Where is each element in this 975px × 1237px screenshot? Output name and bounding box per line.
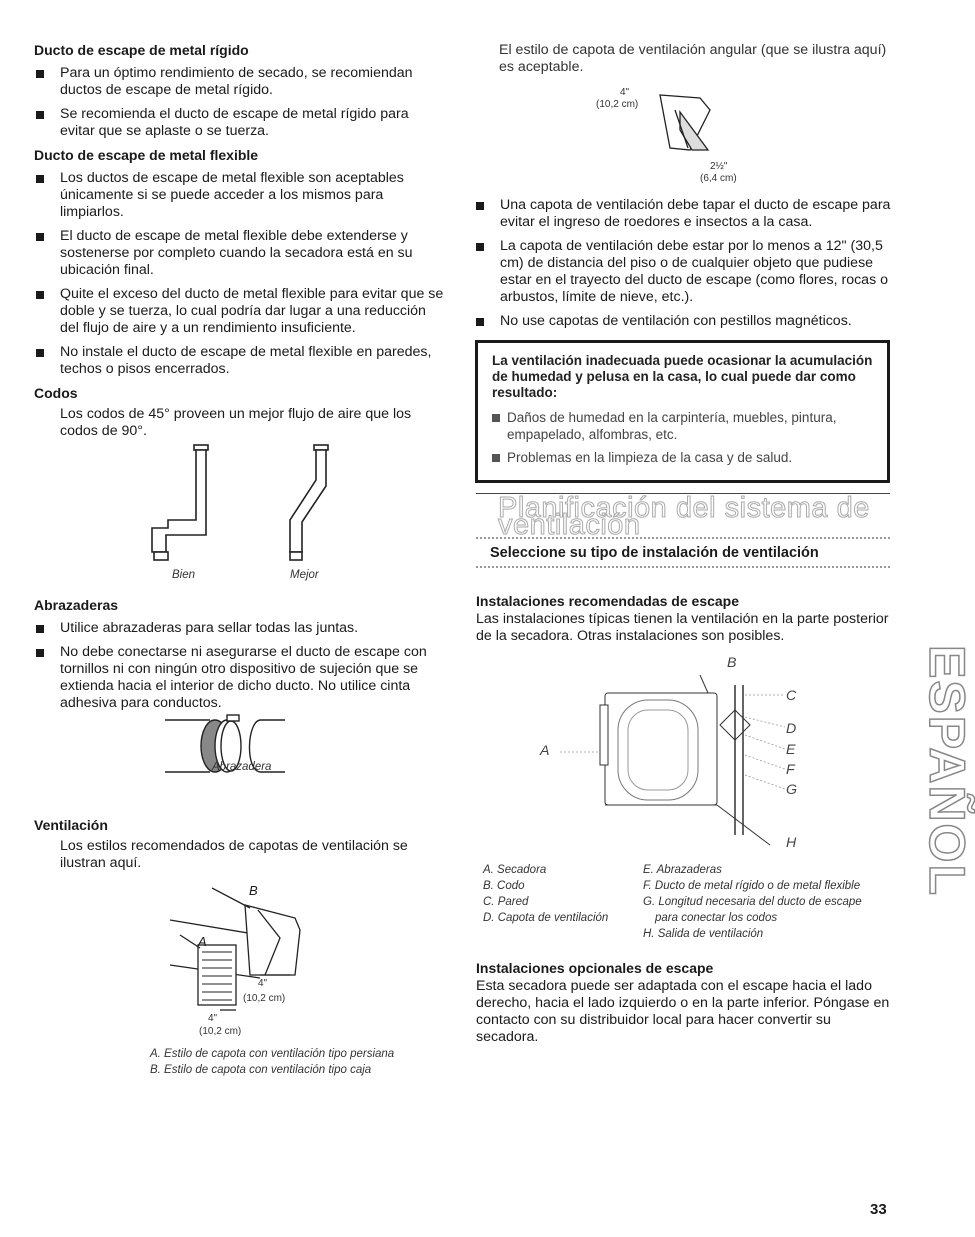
rigid-heading: Ducto de escape de metal rígido [34, 42, 249, 58]
list-item: Se recomienda el ducto de escape de metal rígido para evitar que se aplaste o se tuerza. [34, 106, 446, 140]
diagram-label-h: H [786, 835, 797, 851]
legend-item: para conectar los codos [655, 912, 778, 924]
legend-item: C. Pared [483, 896, 529, 908]
diagram-legend [483, 862, 903, 942]
installation-diagram [540, 655, 810, 855]
list-item: La capota de ventilación debe estar por lo menos a 12" (30,5 cm) de distancia del piso o de cualquier objeto que pudiese estar en el trayecto del ducto de escape (como flores, rocas o arbustos, límite de nieve, etc.). [474, 238, 892, 306]
vent-dim-b: 4" [258, 978, 268, 989]
elbows-text: Los codos de 45° proveen un mejor flujo de aire que los codos de 90°. [60, 406, 412, 439]
recommended-section [476, 593, 891, 645]
diagram-label-g: G [786, 782, 798, 798]
subsection-rule [476, 566, 890, 568]
legend-item: G. Longitud necesaria del ducto de escape [643, 896, 862, 908]
recommended-text: Las instalaciones típicas tienen la ventilación en la parte posterior de la secadora. Otras instalaciones son posibles. [476, 611, 889, 644]
list-item: Quite el exceso del ducto de metal flexible para evitar que se doble y se tuerza, lo cual podría dar lugar a una reducción del flujo de aire y a un rendimiento insuficiente. [34, 286, 446, 337]
list-item: Utilice abrazaderas para sellar todas las juntas. [34, 620, 446, 637]
legend-item: F. Ducto de metal rígido o de metal flexible [643, 880, 861, 892]
vent-label-a: A [198, 934, 207, 949]
list-item: No use capotas de ventilación con pestillos magnéticos. [474, 313, 892, 330]
diagram-label-d: D [786, 721, 797, 737]
vent-dim-a: 4" [208, 1013, 218, 1024]
angled-dim-top: 4" [620, 87, 630, 98]
list-item: Una capota de ventilación debe tapar el ducto de escape para evitar el ingreso de roedores e insectos a la casa. [474, 197, 892, 231]
vent-section [34, 817, 446, 872]
diagram-label-e: E [786, 742, 796, 758]
list-item: Los ductos de escape de metal flexible son aceptables únicamente si se puede acceder a los mismos para limpiarlos. [34, 170, 446, 221]
section-title-rule [476, 537, 890, 539]
legend-item: B. Codo [483, 880, 525, 892]
warning-list [492, 409, 873, 466]
warning-heading: La ventilación inadecuada puede ocasionar la acumulación de humedad y pelusa en la casa, lo cual puede dar como resultado: [492, 353, 873, 400]
clamp-caption: Abrazadera [212, 761, 272, 773]
list-item: Daños de humedad en la carpintería, muebles, pintura, empapelado, alfombras, etc. [492, 409, 873, 443]
section-title: Planificación del sistema de ventilación [498, 492, 870, 541]
vent-dim-a-cm: (10,2 cm) [199, 1026, 242, 1037]
elbow-good-label: Bien [172, 569, 196, 581]
recommended-heading: Instalaciones recomendadas de escape [476, 593, 740, 609]
subsection-title: Seleccione su tipo de instalación de ventilación [490, 545, 819, 561]
page-number: 33 [870, 1201, 887, 1218]
diagram-label-b: B [727, 655, 737, 671]
legend-item: H. Salida de ventilación [643, 928, 764, 940]
list-item: Para un óptimo rendimiento de secado, se recomiendan ductos de escape de metal rígido. [34, 65, 446, 99]
list-item: El ducto de escape de metal flexible debe extenderse y sostenerse por completo cuando la secadora está en su ubicación final. [34, 228, 446, 279]
left-column [34, 42, 446, 440]
legend-item: D. Capota de ventilación [483, 912, 609, 924]
list-item: No instale el ducto de escape de metal flexible en paredes, techos o pisos encerrados. [34, 344, 446, 378]
angled-dim-bottom-cm: (6,4 cm) [700, 173, 737, 184]
elbow-better-label: Mejor [290, 569, 319, 581]
warning-box [475, 340, 890, 483]
optional-heading: Instalaciones opcionales de escape [476, 960, 714, 976]
legend-item: E. Abrazaderas [643, 864, 722, 876]
flexible-heading: Ducto de escape de metal flexible [34, 147, 259, 163]
clamps-heading: Abrazaderas [34, 597, 119, 613]
optional-section [476, 960, 891, 1046]
hood-requirements-list [474, 197, 892, 337]
angled-hood-text: El estilo de capota de ventilación angular (que se ilustra aquí) es aceptable. [499, 42, 887, 75]
clamps-section [34, 597, 446, 719]
clamps-list [34, 620, 446, 712]
diagram-label-a: A [540, 743, 550, 759]
angled-dim-bottom: 2½" [710, 161, 728, 172]
vent-dim-b-cm: (10,2 cm) [243, 993, 286, 1004]
legend-item: A. Secadora [483, 864, 547, 876]
rigid-list [34, 65, 446, 140]
diagram-label-c: C [786, 688, 797, 704]
elbows-heading: Codos [34, 385, 78, 401]
vent-label-b: B [249, 883, 258, 898]
language-side-tab: ESPAÑOL [919, 645, 975, 897]
elbows-figure [140, 440, 350, 570]
list-item: No debe conectarse ni asegurarse el ducto de escape con tornillos ni con ningún otro dispositivo de sujeción que se extienda hacia el interior de dicho ducto. No utilice cinta adhesiva para conductos. [34, 644, 446, 712]
vent-text: Los estilos recomendados de capotas de ventilación se ilustran aquí. [60, 838, 408, 871]
optional-text: Esta secadora puede ser adaptada con el escape hacia el lado derecho, hacia el lado izquierdo o en la parte inferior. Póngase en contacto con su distribuidor local para hacer convertir su secadora. [476, 978, 890, 1045]
vent-heading: Ventilación [34, 817, 108, 833]
angled-dim-top-cm: (10,2 cm) [596, 99, 639, 110]
vent-caption-a: A. Estilo de capota con ventilación tipo persiana [150, 1048, 395, 1060]
list-item: Problemas en la limpieza de la casa y de salud. [492, 449, 873, 466]
diagram-label-f: F [786, 762, 795, 778]
flexible-list [34, 170, 446, 378]
vent-caption-b: B. Estilo de capota con ventilación tipo caja [150, 1064, 372, 1076]
